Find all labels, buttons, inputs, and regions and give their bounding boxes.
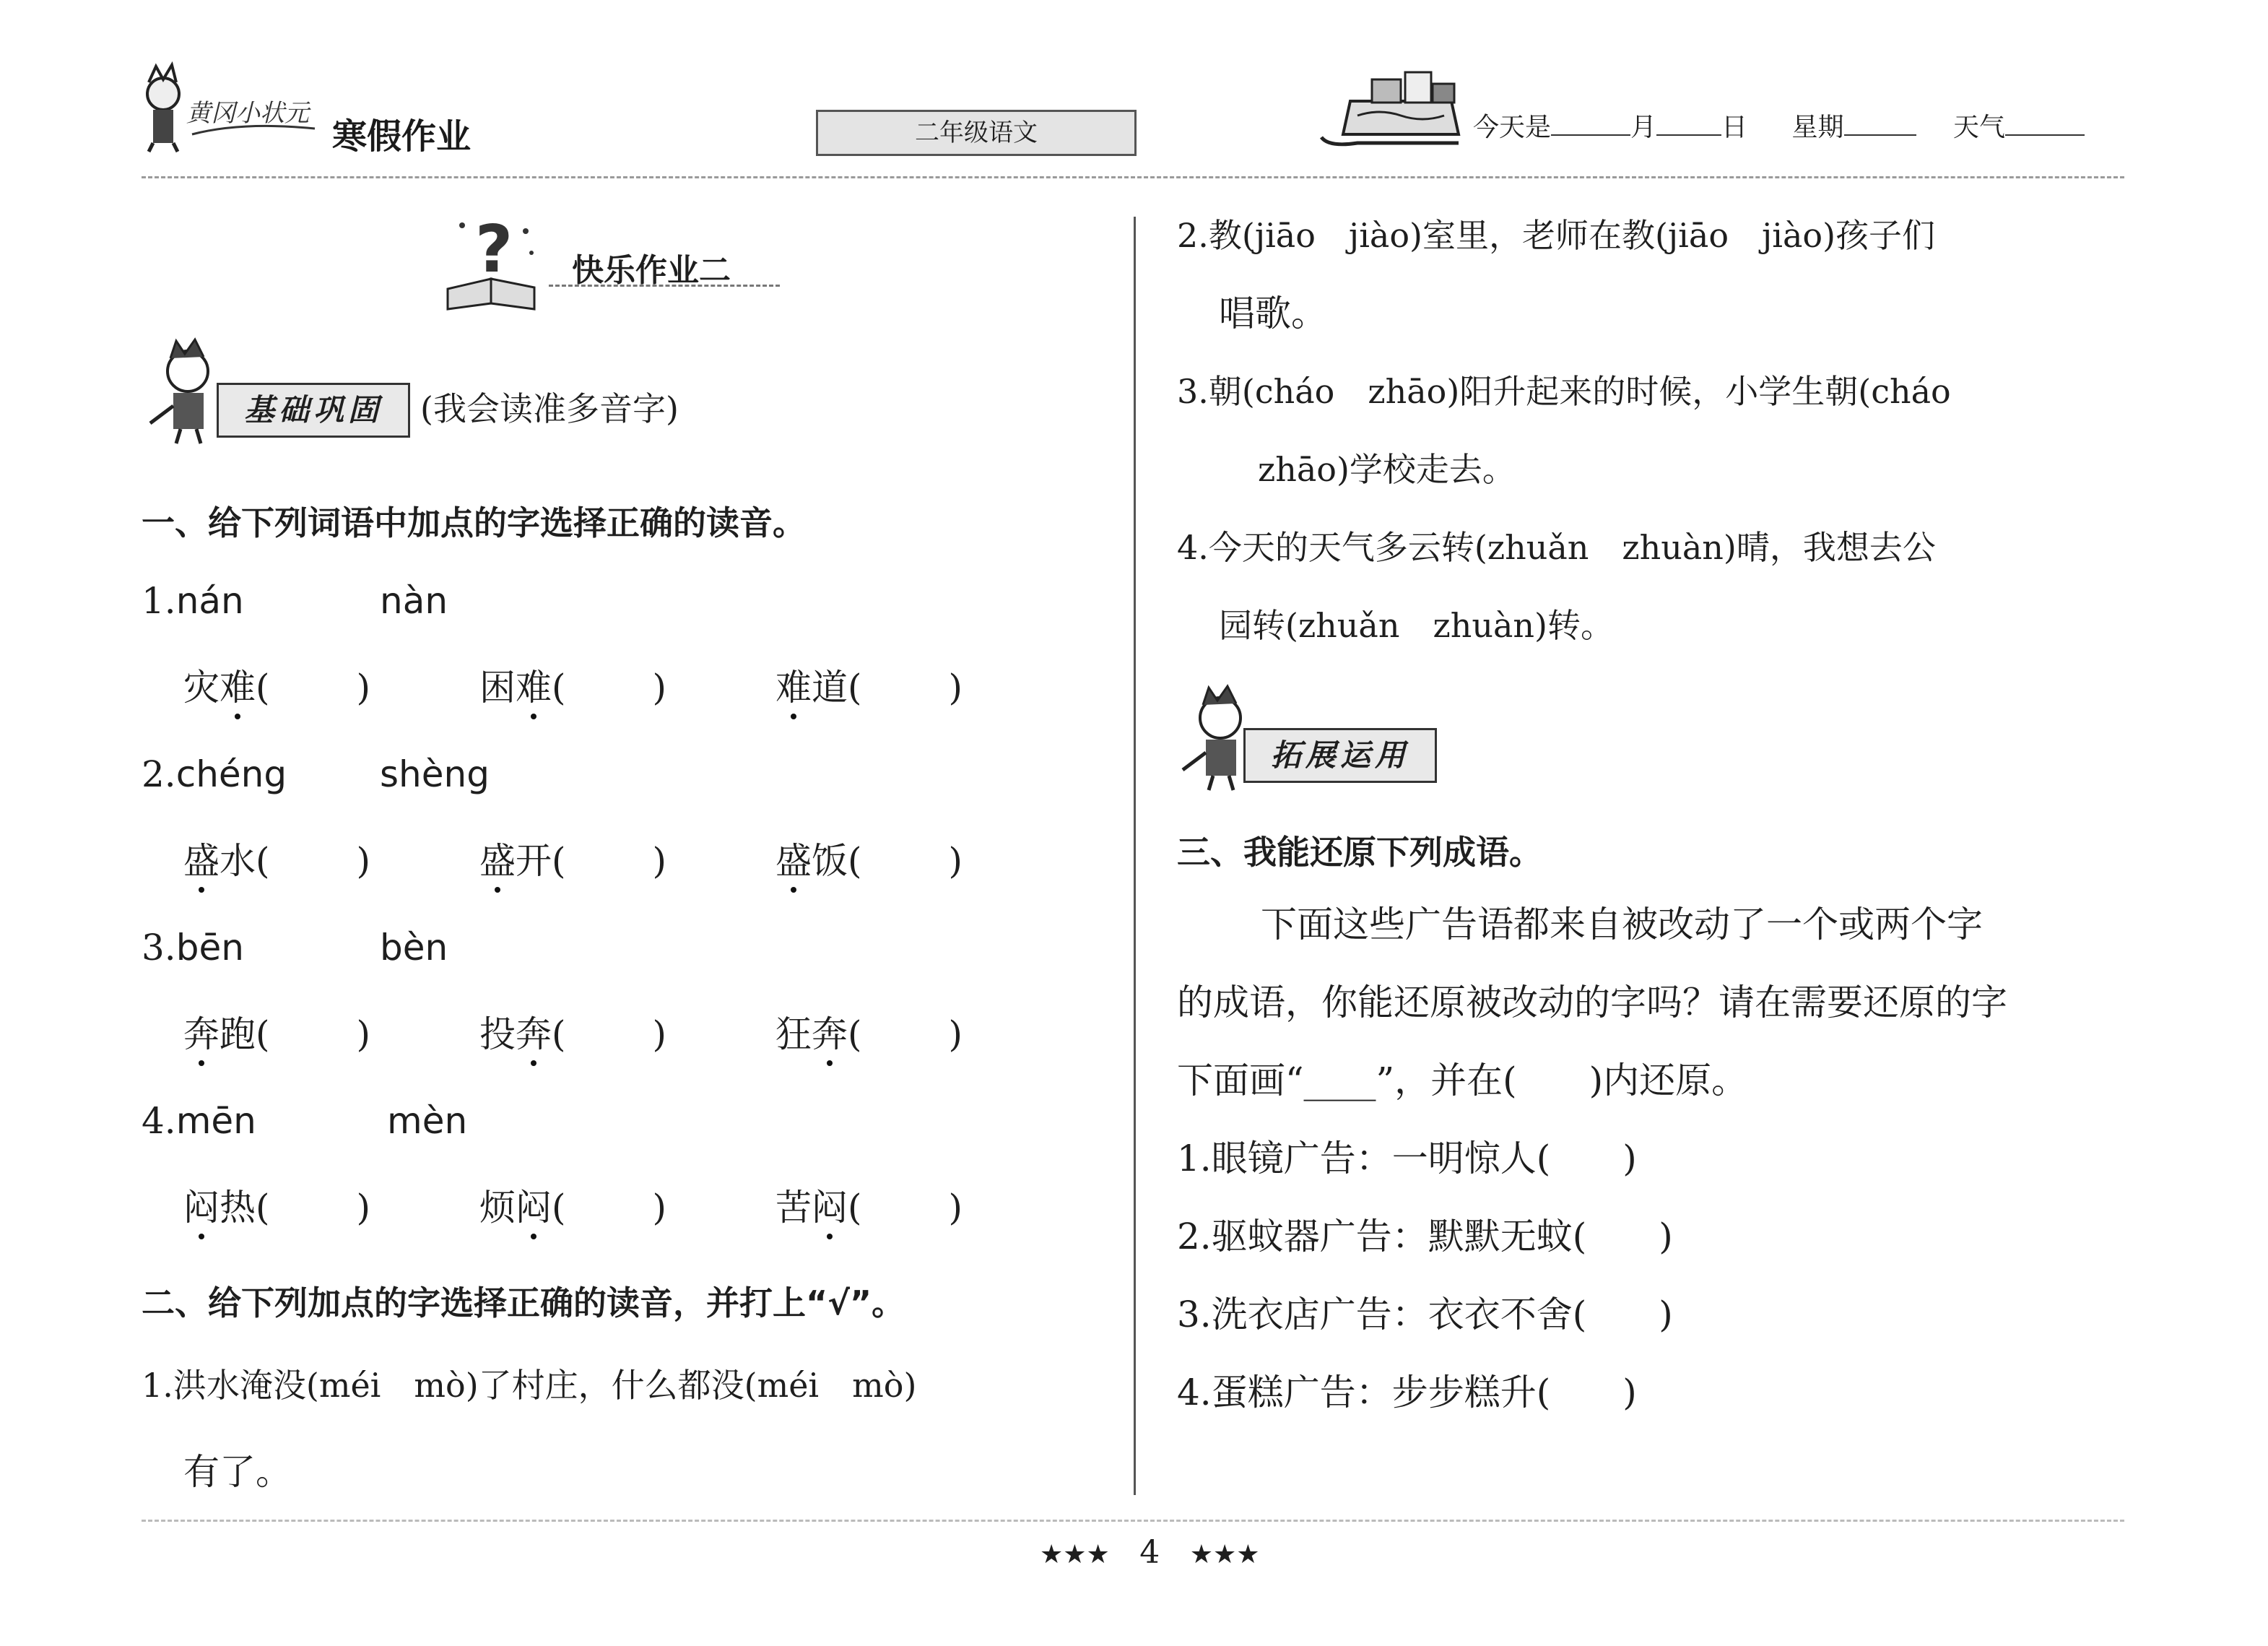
word-item: 投奔( ) bbox=[479, 1013, 667, 1055]
group2-words-row bbox=[183, 839, 963, 883]
group1-pinyin-row: 1.nán bbox=[142, 580, 244, 622]
word-item: 闷热( ) bbox=[183, 1187, 371, 1229]
word-item: 奔跑( ) bbox=[183, 1013, 371, 1055]
group3-words-row bbox=[183, 1013, 963, 1056]
section3-item1: 1.眼镜广告：一明惊人( ) bbox=[1177, 1138, 1637, 1179]
weather-label: 天气 bbox=[1952, 113, 2005, 142]
date-bar bbox=[1473, 107, 2085, 144]
banner-basic: 基础巩固 bbox=[217, 383, 410, 438]
sleigh-icon bbox=[1314, 62, 1469, 149]
section3-title: 三、我能还原下列成语。 bbox=[1177, 833, 1542, 872]
group2-pinyin-row: 2.chéng bbox=[142, 753, 287, 795]
svg-text:黄冈小状元: 黄冈小状元 bbox=[186, 99, 309, 128]
word-item: 困难( ) bbox=[479, 667, 667, 709]
month-blank[interactable] bbox=[1551, 110, 1630, 136]
pinyin-option: bēn bbox=[175, 927, 244, 969]
title-underline bbox=[549, 285, 780, 287]
section1-title: 一、给下列词语中加点的字选择正确的读音。 bbox=[142, 503, 806, 542]
star-icon: ★★★ bbox=[1040, 1540, 1110, 1569]
word-item: 灾难( ) bbox=[183, 667, 371, 709]
section2-item1-line2: 有了。 bbox=[183, 1451, 292, 1493]
section2-item1-line1: 1.洪水淹没(méi mò)了村庄，什么都没(méi mò) bbox=[142, 1366, 917, 1405]
brand-logo bbox=[142, 59, 322, 153]
section3-intro-line1: 下面这些广告语都来自被改动了一个或两个字 bbox=[1261, 904, 1983, 945]
header-divider bbox=[142, 176, 2124, 178]
banner-extend: 拓展运用 bbox=[1243, 728, 1437, 783]
subject-label: 二年级语文 bbox=[816, 110, 1137, 156]
star-icon: ★★★ bbox=[1189, 1540, 1260, 1569]
word-item: 盛水( ) bbox=[183, 840, 371, 882]
page-footer bbox=[1040, 1534, 1260, 1571]
section3-intro-line3: 下面画“____”，并在( )内还原。 bbox=[1177, 1060, 1748, 1101]
pinyin-option: nàn bbox=[380, 580, 448, 622]
section2-title: 二、给下列加点的字选择正确的读音，并打上“√”。 bbox=[142, 1283, 905, 1322]
section2-item3-line2: zhāo)学校走去。 bbox=[1258, 450, 1516, 489]
word-item: 难道( ) bbox=[775, 667, 963, 709]
weekday-blank[interactable] bbox=[1844, 110, 1916, 136]
footer-divider bbox=[142, 1520, 2124, 1522]
pinyin-option: bèn bbox=[380, 927, 448, 969]
day-blank[interactable] bbox=[1656, 110, 1721, 136]
book-question-icon bbox=[440, 209, 549, 311]
page-number: 4 bbox=[1139, 1534, 1160, 1571]
group1-words-row bbox=[183, 666, 963, 709]
section2-item3-line1: 3.朝(cháo zhāo)阳升起来的时候，小学生朝(cháo bbox=[1177, 372, 1951, 411]
word-item: 盛开( ) bbox=[479, 840, 667, 882]
pinyin-option: chéng bbox=[175, 753, 287, 795]
word-item: 盛饭( ) bbox=[775, 840, 963, 882]
section2-item2-line1: 2.教(jiāo jiào)室里，老师在教(jiāo jiào)孩子们 bbox=[1177, 216, 1936, 255]
column-divider bbox=[1134, 217, 1136, 1495]
pinyin-option: mēn bbox=[175, 1100, 256, 1142]
word-item: 烦闷( ) bbox=[479, 1187, 667, 1229]
banner-basic-note: (我会读准多音字) bbox=[420, 389, 679, 428]
today-label: 今天是 bbox=[1473, 113, 1552, 142]
pinyin-option: mèn bbox=[387, 1100, 468, 1142]
weather-blank[interactable] bbox=[2005, 110, 2085, 136]
section3-item4: 4.蛋糕广告：步步糕升( ) bbox=[1177, 1372, 1637, 1413]
section3-item3: 3.洗衣店广告：衣衣不舍( ) bbox=[1177, 1294, 1673, 1335]
section2-item4-line2: 园转(zhuǎn zhuàn)转。 bbox=[1219, 606, 1614, 645]
weekday-label: 星期 bbox=[1791, 113, 1844, 142]
homework-title: 快乐作业二 bbox=[572, 252, 731, 289]
section3-intro-line2: 的成语，你能还原被改动的字吗？请在需要还原的字 bbox=[1177, 982, 2007, 1023]
month-label: 月 bbox=[1630, 113, 1657, 142]
group4-words-row bbox=[183, 1186, 963, 1229]
day-label: 日 bbox=[1721, 113, 1748, 142]
word-item: 苦闷( ) bbox=[775, 1187, 963, 1229]
group3-pinyin-row: 3.bēn bbox=[142, 927, 244, 969]
group4-pinyin-row: 4.mēn bbox=[142, 1100, 256, 1142]
svg-text:?: ? bbox=[475, 212, 513, 287]
word-item: 狂奔( ) bbox=[775, 1013, 963, 1055]
section2-item4-line1: 4.今天的天气多云转(zhuǎn zhuàn)晴，我想去公 bbox=[1177, 528, 1936, 567]
section2-item2-line2: 唱歌。 bbox=[1219, 293, 1327, 334]
student-mascot-icon bbox=[144, 337, 224, 445]
section3-item2: 2.驱蚊器广告：默默无蚊( ) bbox=[1177, 1216, 1673, 1257]
pinyin-option: nán bbox=[175, 580, 244, 622]
pinyin-option: shèng bbox=[380, 753, 490, 795]
header-title: 寒假作业 bbox=[332, 116, 472, 157]
